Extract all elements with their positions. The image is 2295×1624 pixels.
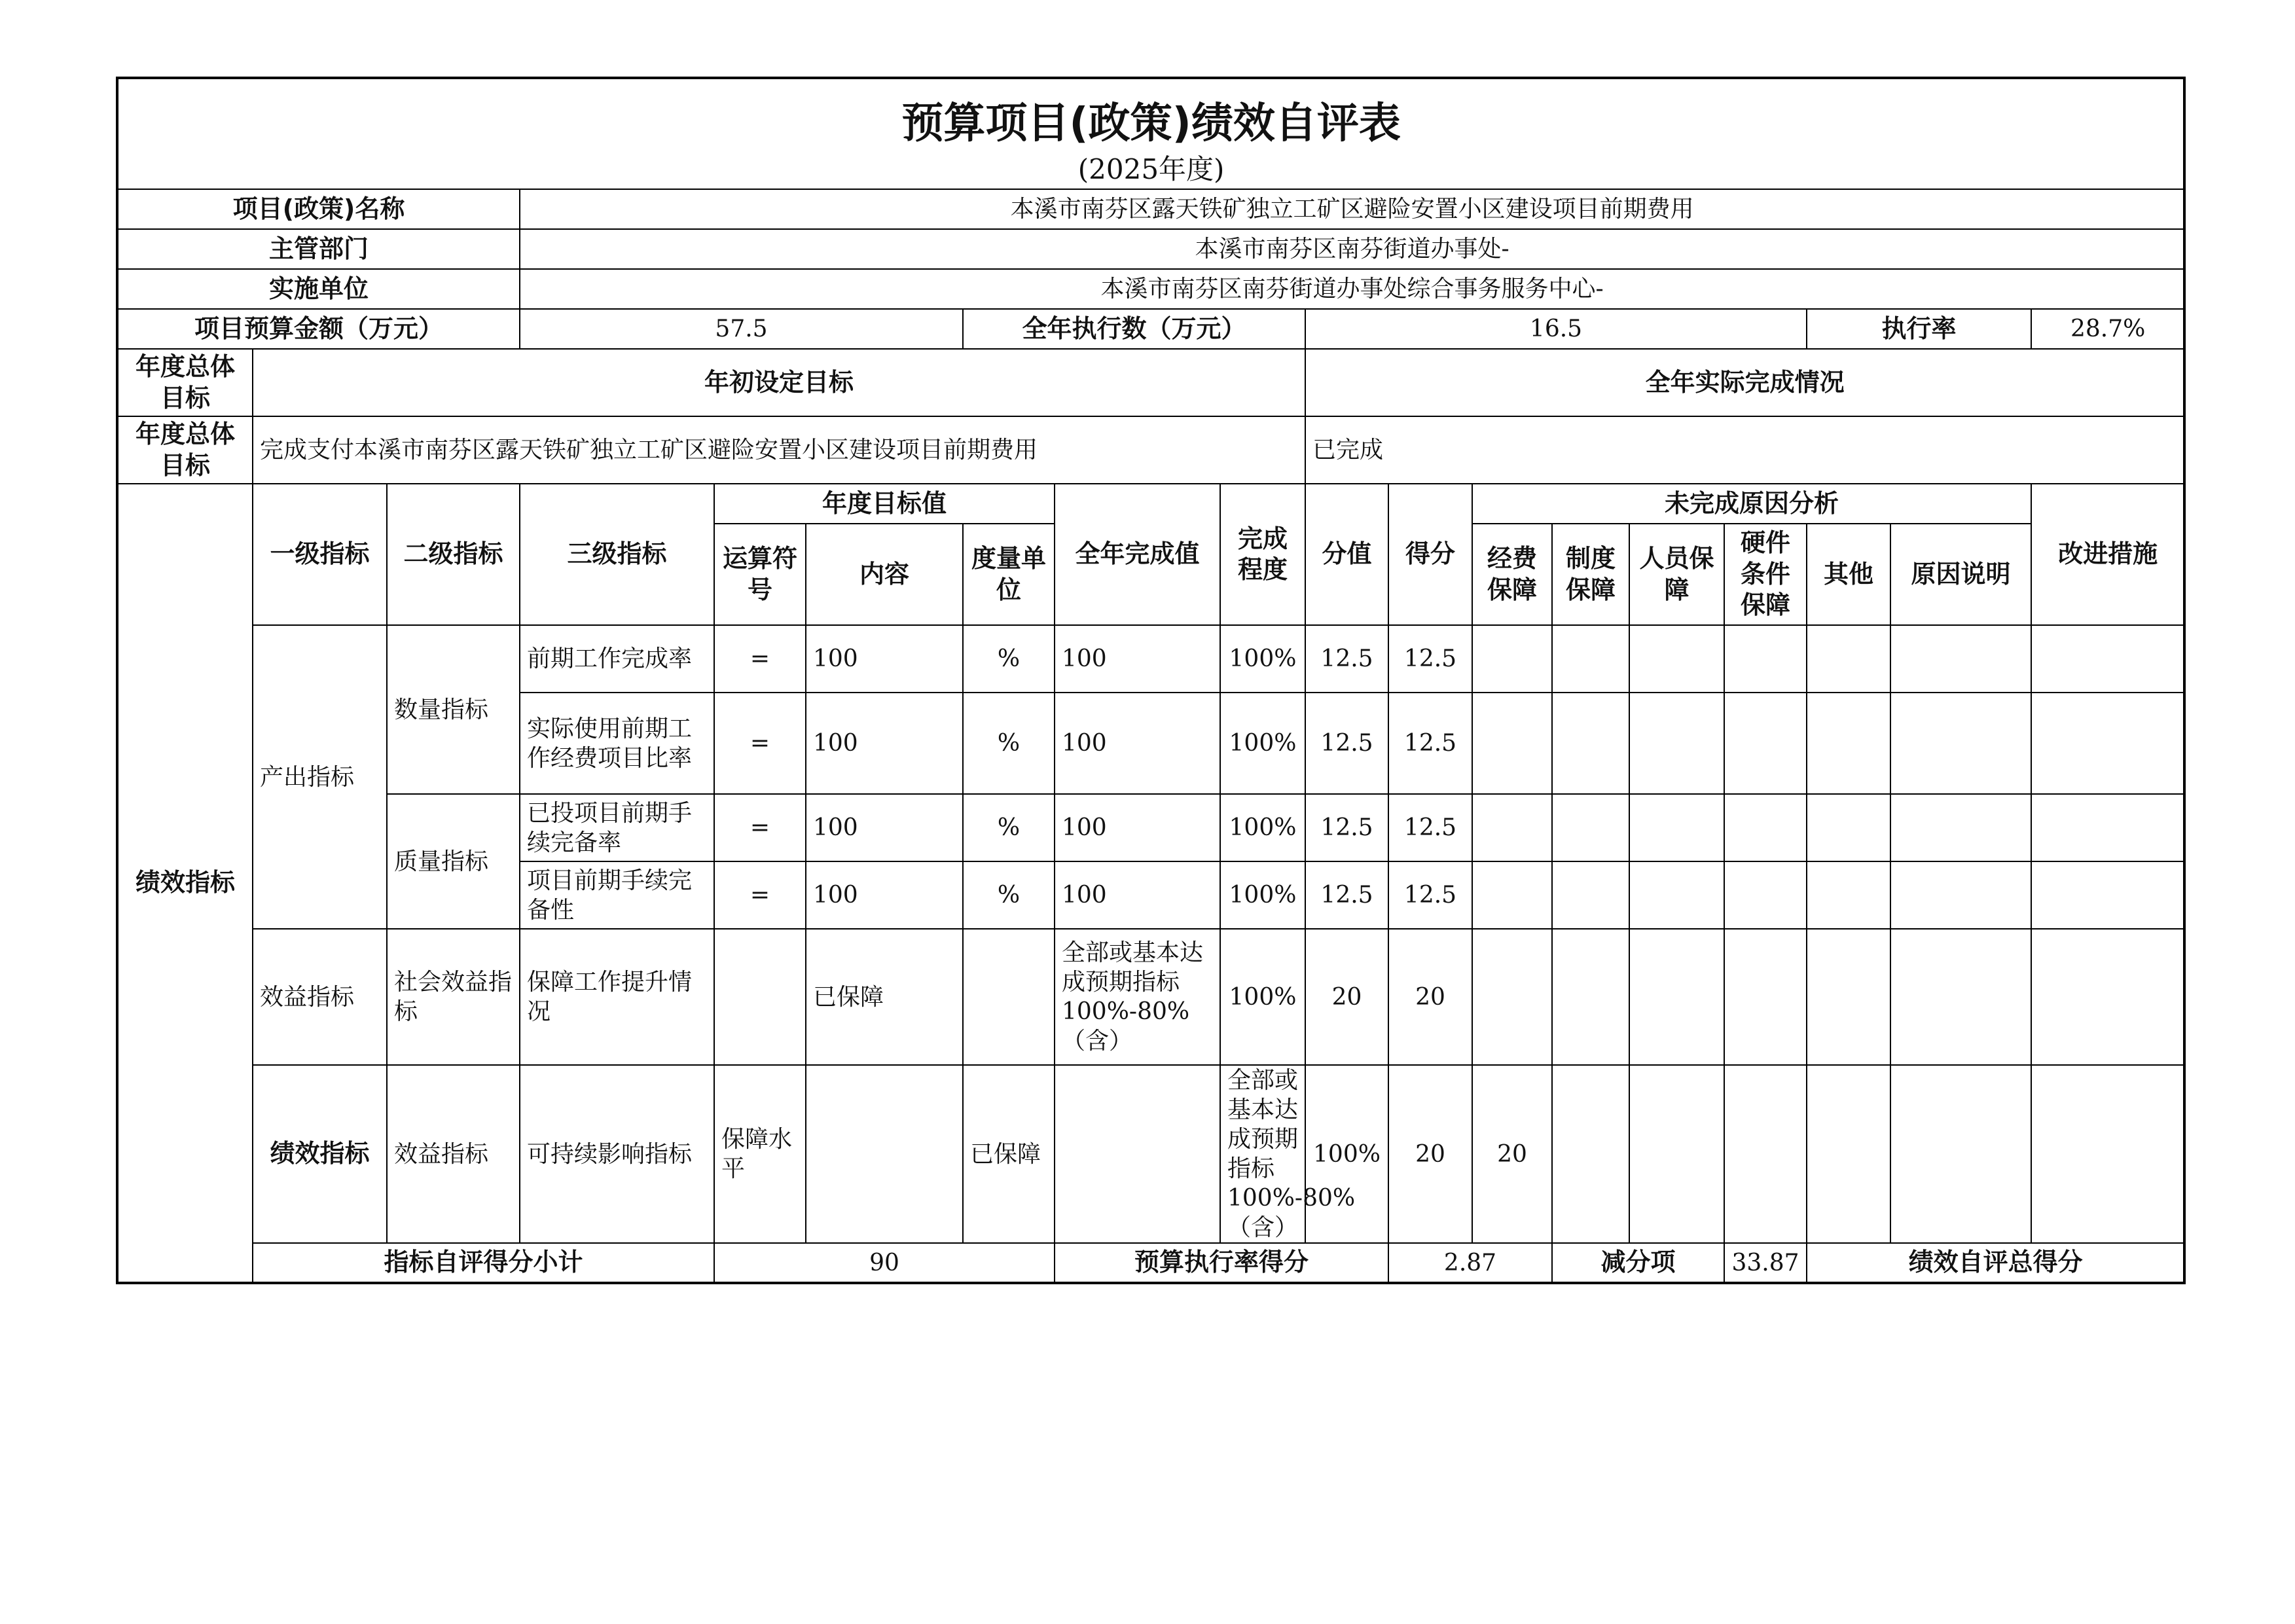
empty-cell [1629,929,1724,1065]
level2-cell: 可持续影响指标 [520,1065,714,1243]
header-actual-value: 全年完成值 [1055,484,1220,625]
score-cell: 12.5 [1305,861,1388,929]
footer-row [117,1243,2184,1283]
empty-cell [1472,693,1552,794]
score-cell: 12.5 [1305,693,1388,794]
unit-cell: % [963,794,1055,861]
level3-cell: 实际使用前期工作经费项目比率 [520,693,714,794]
empty-cell [1472,861,1552,929]
deduct-value: 33.87 [1724,1243,1807,1283]
content-cell: 已保障 [806,929,963,1065]
deduct-label: 减分项 [1552,1243,1724,1283]
content-cell: 100 [806,625,963,693]
empty-cell [1890,929,2031,1065]
header-level3: 三级指标 [520,484,714,625]
empty-cell [1724,794,1807,861]
header-operator: 运算符号 [714,524,806,625]
actual-cell: 100 [1055,861,1220,929]
got-cell: 20 [1388,929,1472,1065]
total-label: 绩效自评总得分 [1807,1243,2184,1283]
empty-cell [1724,1065,1807,1243]
header-reason-staff: 人员保障 [1629,524,1724,625]
empty-cell [1552,794,1629,861]
unit-cell [963,929,1055,1065]
completion-cell: 100% [1220,794,1305,861]
unit-cell [1055,1065,1220,1243]
header-target-group: 年度目标值 [714,484,1055,524]
operator-cell: = [714,693,806,794]
empty-cell [1629,693,1724,794]
perf-indicator-label: 绩效指标 [117,484,253,1283]
empty-cell [1629,625,1724,693]
level3-cell: 保障水平 [714,1065,806,1243]
rate-label: 执行率 [1807,309,2031,349]
operator-cell: = [714,861,806,929]
goal-actual-value: 已完成 [1305,416,2184,484]
header-completion: 完成程度 [1220,484,1305,625]
empty-cell [1552,1065,1629,1243]
header-reason-system: 制度保障 [1552,524,1629,625]
got-cell: 12.5 [1388,693,1472,794]
got-cell: 12.5 [1388,861,1472,929]
goal-initial-header: 年初设定目标 [253,349,1305,416]
table-row [117,1065,2184,1243]
rate-score-label: 预算执行率得分 [1055,1243,1388,1283]
empty-cell [1807,1065,1890,1243]
empty-cell [1472,794,1552,861]
empty-cell [1890,1065,2031,1243]
score-cell: 12.5 [1305,794,1388,861]
score-cell: 20 [1388,1065,1472,1243]
score-cell: 12.5 [1305,625,1388,693]
empty-cell [1807,861,1890,929]
completion-cell: 100% [1220,929,1305,1065]
header-reason-hardware: 硬件条件保障 [1724,524,1807,625]
level1-cell: 效益指标 [387,1065,520,1243]
content-cell: 100 [806,693,963,794]
project-name-value: 本溪市南芬区露天铁矿独立工矿区避险安置小区建设项目前期费用 [520,189,2184,229]
performance-table-sheet [116,77,2186,1284]
empty-cell [2031,929,2184,1065]
actual-cell: 全部或基本达成预期指标100%-80%（含） [1220,1065,1305,1243]
goal-row-label: 年度总体目标 [117,416,253,484]
empty-cell [1724,861,1807,929]
empty-cell [1807,625,1890,693]
exec-label: 全年执行数（万元） [963,309,1305,349]
level2-cell: 质量指标 [387,794,520,929]
content-cell: 100 [806,794,963,861]
level1-cell: 产出指标 [253,625,387,929]
level2-cell: 社会效益指标 [387,929,520,1065]
level3-cell: 保障工作提升情况 [520,929,714,1065]
empty-cell [2031,794,2184,861]
completion-cell: 100% [1220,861,1305,929]
level3-cell: 已投项目前期手续完备率 [520,794,714,861]
header-improve: 改进措施 [2031,484,2184,625]
unit-cell: % [963,861,1055,929]
empty-cell [1807,693,1890,794]
header-reason-other: 其他 [1807,524,1890,625]
empty-cell [2031,1065,2184,1243]
header-reason-group: 未完成原因分析 [1472,484,2031,524]
empty-cell [1629,1065,1724,1243]
content-cell: 100 [806,861,963,929]
empty-cell [2031,861,2184,929]
empty-cell [1890,794,2031,861]
unit-value: 本溪市南芬区南芬街道办事处综合事务服务中心- [520,269,2184,309]
actual-cell: 100 [1055,625,1220,693]
header-reason-note: 原因说明 [1890,524,2031,625]
header-score: 分值 [1305,484,1388,625]
goal-initial-value: 完成支付本溪市南芬区露天铁矿独立工矿区避险安置小区建设项目前期费用 [253,416,1305,484]
empty-cell [1724,929,1807,1065]
actual-cell: 全部或基本达成预期指标100%-80%（含） [1055,929,1220,1065]
subtotal-label: 指标自评得分小计 [253,1243,714,1283]
budget-label: 项目预算金额（万元） [117,309,520,349]
header-unit: 度量单位 [963,524,1055,625]
content-cell: 已保障 [963,1065,1055,1243]
unit-cell: % [963,625,1055,693]
completion-cell: 100% [1305,1065,1388,1243]
got-cell: 12.5 [1388,625,1472,693]
operator-cell: = [714,794,806,861]
empty-cell [2031,625,2184,693]
header-content: 内容 [806,524,963,625]
empty-cell [1890,861,2031,929]
empty-cell [1552,861,1629,929]
level2-cell: 数量指标 [387,625,520,794]
rate-score-value: 2.87 [1388,1243,1552,1283]
operator-cell [714,929,806,1065]
goal-actual-header: 全年实际完成情况 [1305,349,2184,416]
empty-cell [1724,693,1807,794]
empty-cell [1552,693,1629,794]
empty-cell [1629,861,1724,929]
table-row [117,625,2184,693]
report-year: (2025年度) [117,153,2184,189]
level1-cell: 效益指标 [253,929,387,1065]
empty-cell [1890,693,2031,794]
operator-cell: = [714,625,806,693]
empty-cell [1807,794,1890,861]
dept-label: 主管部门 [117,229,520,269]
project-name-label: 项目(政策)名称 [117,189,520,229]
completion-cell: 100% [1220,625,1305,693]
goal-row-label: 年度总体目标 [117,349,253,416]
completion-cell: 100% [1220,693,1305,794]
score-cell: 20 [1305,929,1388,1065]
subtotal-value: 90 [714,1243,1055,1283]
page-title: 预算项目(政策)绩效自评表 [117,78,2184,153]
got-cell: 20 [1472,1065,1552,1243]
header-level1: 一级指标 [253,484,387,625]
header-level2: 二级指标 [387,484,520,625]
rate-value: 28.7% [2031,309,2184,349]
performance-table [116,77,2186,1284]
empty-cell [1629,794,1724,861]
unit-cell: % [963,693,1055,794]
empty-cell [1472,929,1552,1065]
empty-cell [1724,625,1807,693]
operator-cell [806,1065,963,1243]
empty-cell [1552,625,1629,693]
dept-value: 本溪市南芬区南芬街道办事处- [520,229,2184,269]
empty-cell [1807,929,1890,1065]
actual-cell: 100 [1055,693,1220,794]
unit-label: 实施单位 [117,269,520,309]
empty-cell [1472,625,1552,693]
budget-value: 57.5 [520,309,963,349]
actual-cell: 100 [1055,794,1220,861]
perf-indicator-label: 绩效指标 [253,1065,387,1243]
level3-cell: 项目前期手续完备性 [520,861,714,929]
exec-value: 16.5 [1305,309,1807,349]
header-got: 得分 [1388,484,1472,625]
empty-cell [2031,693,2184,794]
empty-cell [1552,929,1629,1065]
table-row [117,929,2184,1065]
got-cell: 12.5 [1388,794,1472,861]
header-reason-funding: 经费保障 [1472,524,1552,625]
table-row [117,794,2184,861]
level3-cell: 前期工作完成率 [520,625,714,693]
empty-cell [1890,625,2031,693]
